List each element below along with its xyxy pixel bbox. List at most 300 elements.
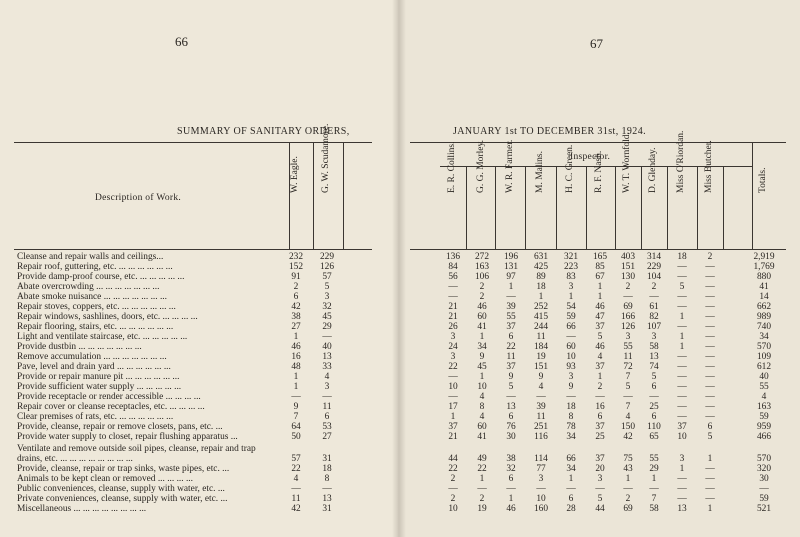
table-cell: — xyxy=(649,292,659,302)
table-cell: 39 xyxy=(536,402,546,412)
table-cell: 89 xyxy=(536,272,546,282)
table-cell: 1,769 xyxy=(753,262,775,272)
table-cell: 34 xyxy=(566,432,576,442)
table-cell: 69 xyxy=(623,504,633,514)
table-cell: 60 xyxy=(566,342,576,352)
table-cell: 1 xyxy=(625,474,631,484)
table-cell: 6 xyxy=(707,422,713,432)
table-cell: 59 xyxy=(759,494,769,504)
table-cell: 3 xyxy=(568,372,574,382)
table-cell: — xyxy=(595,392,605,402)
table-cell: — xyxy=(677,272,687,282)
row-description: Pave, level and drain yard ... ... ... ... ... ... xyxy=(17,362,171,372)
col-divider xyxy=(525,166,526,249)
table-cell: — xyxy=(623,292,633,302)
table-cell: 47 xyxy=(595,312,605,322)
table-cell: 27 xyxy=(322,432,332,442)
table-cell: 4 xyxy=(538,382,544,392)
table-cell: 521 xyxy=(756,504,772,514)
table-cell: 7 xyxy=(625,402,631,412)
table-cell: 21 xyxy=(448,312,458,322)
row-description: Provide receptacle or render accessible ... ... ... ... xyxy=(17,392,201,402)
table-cell: 58 xyxy=(649,504,659,514)
table-cell: 5 xyxy=(597,494,603,504)
row-description: Abate smoke nuisance ... ... ... ... ... ... ... xyxy=(17,292,167,302)
table-cell: 39 xyxy=(506,302,516,312)
table-cell: 10 xyxy=(536,494,546,504)
table-cell: — xyxy=(705,272,715,282)
table-cell: 116 xyxy=(534,432,548,442)
table-cell: 84 xyxy=(448,262,458,272)
table-cell: 612 xyxy=(756,362,772,372)
table-cell: 72 xyxy=(623,362,633,372)
table-cell: 9 xyxy=(293,402,299,412)
row-description: Repair roof, guttering, etc. ... ... ... ... ... ... xyxy=(17,262,173,272)
table-cell: — xyxy=(705,332,715,342)
table-cell: 11 xyxy=(623,352,633,362)
table-cell: 34 xyxy=(566,464,576,474)
table-cell: 252 xyxy=(533,302,549,312)
table-cell: 59 xyxy=(566,312,576,322)
table-cell: 22 xyxy=(448,464,458,474)
table-cell: 78 xyxy=(566,422,576,432)
table-cell: — xyxy=(536,392,546,402)
table-cell: 4 xyxy=(761,392,767,402)
row-description: Ventilate and remove outside soil pipes, cleanse, repair and trap xyxy=(17,444,256,454)
table-cell: 4 xyxy=(479,392,485,402)
table-cell: 16 xyxy=(595,402,605,412)
table-cell: 196 xyxy=(503,252,519,262)
table-cell: 16 xyxy=(291,352,301,362)
col-divider xyxy=(697,166,698,249)
table-cell: 7 xyxy=(293,412,299,422)
table-cell: 32 xyxy=(322,302,332,312)
table-cell: — xyxy=(536,484,546,494)
table-cell: — xyxy=(322,484,332,494)
table-cell: 1 xyxy=(597,292,603,302)
table-cell: 13 xyxy=(322,352,332,362)
table-cell: 30 xyxy=(759,474,769,484)
row-description: Cleanse and repair walls and ceilings... xyxy=(17,252,164,262)
table-cell: 25 xyxy=(595,432,605,442)
table-cell: 11 xyxy=(322,402,332,412)
table-cell: 6 xyxy=(508,412,514,422)
column-header: W. R. Farmer. xyxy=(505,139,515,193)
table-cell: 10 xyxy=(566,352,576,362)
table-cell: 66 xyxy=(566,322,576,332)
table-cell: — xyxy=(448,392,458,402)
table-cell: — xyxy=(705,322,715,332)
table-cell: 37 xyxy=(595,454,605,464)
table-cell: 8 xyxy=(324,474,330,484)
table-cell: 46 xyxy=(595,342,605,352)
table-cell: 1 xyxy=(679,342,685,352)
table-cell: 57 xyxy=(322,272,332,282)
table-cell: — xyxy=(705,352,715,362)
table-cell: 1 xyxy=(679,312,685,322)
table-cell: 59 xyxy=(759,412,769,422)
table-cell: — xyxy=(759,484,769,494)
table-cell: 104 xyxy=(646,272,662,282)
table-cell: 272 xyxy=(474,252,490,262)
table-cell: 55 xyxy=(506,312,516,322)
table-cell: 2 xyxy=(651,282,657,292)
table-cell: — xyxy=(506,484,516,494)
table-cell: 232 xyxy=(288,252,304,262)
table-cell: — xyxy=(677,412,687,422)
table-cell: — xyxy=(595,484,605,494)
table-cell: — xyxy=(623,484,633,494)
table-cell: 38 xyxy=(506,454,516,464)
heading-left: SUMMARY OF SANITARY ORDERS, xyxy=(177,126,350,137)
table-cell: 30 xyxy=(506,432,516,442)
table-cell: 2 xyxy=(625,282,631,292)
column-header: H. C. Green. xyxy=(565,144,575,193)
table-cell: — xyxy=(705,494,715,504)
table-cell: 37 xyxy=(595,422,605,432)
table-cell: 2,919 xyxy=(753,252,775,262)
table-cell: — xyxy=(677,484,687,494)
table-cell: 76 xyxy=(506,422,516,432)
table-cell: 107 xyxy=(646,322,662,332)
row-description: Repair flooring, stairs, etc. ... ... ... ... ... ... xyxy=(17,322,174,332)
table-cell: 163 xyxy=(474,262,490,272)
table-cell: — xyxy=(566,484,576,494)
table-cell: — xyxy=(705,292,715,302)
table-cell: 34 xyxy=(477,342,487,352)
table-cell: 91 xyxy=(291,272,301,282)
table-cell: — xyxy=(705,262,715,272)
table-cell: 37 xyxy=(677,422,687,432)
table-cell: — xyxy=(677,392,687,402)
column-header: G. G. Morley. xyxy=(476,140,486,193)
table-cell: 570 xyxy=(756,454,772,464)
table-cell: 151 xyxy=(533,362,549,372)
table-cell: 66 xyxy=(566,454,576,464)
table-cell: — xyxy=(649,392,659,402)
table-cell: 136 xyxy=(445,252,461,262)
table-cell: 85 xyxy=(595,262,605,272)
table-cell: 64 xyxy=(291,422,301,432)
table-cell: 5 xyxy=(707,432,713,442)
column-header: Miss O'Riordan. xyxy=(676,130,686,193)
table-cell: 6 xyxy=(508,474,514,484)
table-cell: 10 xyxy=(448,504,458,514)
table-cell: 45 xyxy=(322,312,332,322)
table-cell: — xyxy=(677,352,687,362)
table-cell: 8 xyxy=(568,412,574,422)
table-cell: — xyxy=(705,372,715,382)
table-cell: 46 xyxy=(595,302,605,312)
table-cell: 6 xyxy=(568,494,574,504)
table-cell: 126 xyxy=(319,262,335,272)
table-cell: 5 xyxy=(324,282,330,292)
table-cell: 46 xyxy=(291,342,301,352)
row-description: Private conveniences, cleanse, supply with water, etc. ... xyxy=(17,494,228,504)
inspector-header: Inspector. xyxy=(570,152,611,162)
column-header: D. Glenday. xyxy=(648,147,658,193)
table-cell: 2 xyxy=(293,282,299,292)
table-cell: 3 xyxy=(651,332,657,342)
table-cell: 22 xyxy=(506,342,516,352)
table-cell: 959 xyxy=(756,422,772,432)
table-cell: 37 xyxy=(506,322,516,332)
table-cell: 166 xyxy=(620,312,636,322)
table-cell: 25 xyxy=(649,402,659,412)
table-cell: 42 xyxy=(291,504,301,514)
book-gutter xyxy=(392,0,406,537)
header-bottom-rule-left xyxy=(14,249,372,250)
table-cell: 61 xyxy=(649,302,659,312)
description-header: Description of Work. xyxy=(95,193,182,203)
table-cell: — xyxy=(566,392,576,402)
table-cell: — xyxy=(506,292,516,302)
table-cell: — xyxy=(448,282,458,292)
table-cell: 1 xyxy=(508,282,514,292)
table-cell: 110 xyxy=(647,422,661,432)
table-cell: — xyxy=(677,322,687,332)
table-cell: 11 xyxy=(536,332,546,342)
table-cell: 880 xyxy=(756,272,772,282)
table-cell: 1 xyxy=(597,372,603,382)
table-cell: 58 xyxy=(649,342,659,352)
table-cell: 6 xyxy=(651,382,657,392)
table-cell: — xyxy=(448,484,458,494)
right-page-number: 67 xyxy=(590,36,603,51)
table-cell: 55 xyxy=(759,382,769,392)
table-cell: 106 xyxy=(474,272,490,282)
table-cell: — xyxy=(705,464,715,474)
table-cell: 17 xyxy=(448,402,458,412)
table-cell: 11 xyxy=(506,352,516,362)
table-cell: 38 xyxy=(291,312,301,322)
table-cell: 4 xyxy=(597,352,603,362)
table-cell: 160 xyxy=(533,504,549,514)
table-cell: — xyxy=(705,484,715,494)
table-cell: 3 xyxy=(324,292,330,302)
table-cell: 8 xyxy=(479,402,485,412)
col-divider xyxy=(495,166,496,249)
table-cell: 42 xyxy=(291,302,301,312)
col-divider xyxy=(313,142,314,249)
table-cell: 1 xyxy=(679,464,685,474)
table-cell: 18 xyxy=(536,282,546,292)
table-cell: — xyxy=(566,332,576,342)
table-cell: 4 xyxy=(293,474,299,484)
table-cell: 1 xyxy=(508,494,514,504)
table-cell: 50 xyxy=(291,432,301,442)
table-cell: 251 xyxy=(533,422,549,432)
table-cell: — xyxy=(649,484,659,494)
left-page-number: 66 xyxy=(175,34,188,49)
table-cell: 43 xyxy=(623,464,633,474)
table-cell: — xyxy=(448,292,458,302)
table-cell: 34 xyxy=(759,332,769,342)
table-cell: 415 xyxy=(533,312,549,322)
column-header: M. Malins. xyxy=(535,151,545,193)
row-description: drains, etc. ... ... ... ... ... ... ... ... xyxy=(17,454,133,464)
table-cell: 114 xyxy=(534,454,548,464)
table-cell: 3 xyxy=(324,382,330,392)
table-cell: 53 xyxy=(322,422,332,432)
table-cell: — xyxy=(448,372,458,382)
table-cell: 19 xyxy=(477,504,487,514)
table-cell: 40 xyxy=(759,372,769,382)
table-cell: 18 xyxy=(677,252,687,262)
table-cell: 1 xyxy=(293,332,299,342)
row-description: Provide sufficient water supply ... ... ... ... ... xyxy=(17,382,182,392)
row-description: Repair cover or cleanse receptacles, etc. ... ... ... ... xyxy=(17,402,205,412)
table-cell: 10 xyxy=(677,432,687,442)
col-divider xyxy=(752,142,753,249)
table-cell: 6 xyxy=(293,292,299,302)
table-cell: 33 xyxy=(322,362,332,372)
table-cell: 9 xyxy=(568,382,574,392)
table-cell: — xyxy=(677,292,687,302)
table-cell: 1 xyxy=(538,292,544,302)
table-cell: — xyxy=(677,262,687,272)
table-cell: 97 xyxy=(506,272,516,282)
table-cell: — xyxy=(705,282,715,292)
col-divider xyxy=(615,166,616,249)
table-cell: 321 xyxy=(563,252,579,262)
table-cell: — xyxy=(705,342,715,352)
table-cell: 3 xyxy=(597,474,603,484)
table-cell: 1 xyxy=(707,504,713,514)
col-divider xyxy=(556,166,557,249)
table-cell: 989 xyxy=(756,312,772,322)
table-cell: 3 xyxy=(450,332,456,342)
table-cell: 165 xyxy=(592,252,608,262)
col-divider xyxy=(667,166,668,249)
table-cell: 1 xyxy=(679,332,685,342)
table-cell: 29 xyxy=(649,464,659,474)
table-cell: 20 xyxy=(595,464,605,474)
table-cell: 5 xyxy=(679,282,685,292)
table-cell: 6 xyxy=(597,412,603,422)
table-cell: 7 xyxy=(625,372,631,382)
table-cell: — xyxy=(705,402,715,412)
table-cell: 152 xyxy=(288,262,304,272)
table-cell: 2 xyxy=(450,494,456,504)
row-description: Provide, cleanse, repair or remove closets, pans, etc. ... xyxy=(17,422,223,432)
table-cell: 6 xyxy=(651,412,657,422)
table-cell: 1 xyxy=(293,382,299,392)
table-cell: 13 xyxy=(322,494,332,504)
table-cell: — xyxy=(677,372,687,382)
table-cell: 2 xyxy=(479,292,485,302)
row-description: Repair stoves, coppers, etc. ... ... ... ... ... ... xyxy=(17,302,176,312)
table-cell: 5 xyxy=(597,332,603,342)
table-cell: 1 xyxy=(479,474,485,484)
table-cell: 3 xyxy=(450,352,456,362)
table-cell: 83 xyxy=(566,272,576,282)
row-description: Public conveniences, cleanse, supply with water, etc. ... xyxy=(17,484,225,494)
table-cell: 9 xyxy=(538,372,544,382)
table-cell: 1 xyxy=(707,454,713,464)
table-cell: 13 xyxy=(506,402,516,412)
table-top-rule-left xyxy=(14,142,372,143)
table-cell: 11 xyxy=(536,412,546,422)
table-cell: 57 xyxy=(291,454,301,464)
table-cell: 1 xyxy=(568,474,574,484)
table-cell: 65 xyxy=(649,432,659,442)
header-bottom-rule-right xyxy=(410,249,786,250)
table-cell: 4 xyxy=(625,412,631,422)
table-cell: 22 xyxy=(291,464,301,474)
table-cell: 44 xyxy=(448,454,458,464)
table-cell: — xyxy=(291,484,301,494)
table-cell: 131 xyxy=(503,262,519,272)
row-description: Repair windows, sashlines, doors, etc. ... ... ... ... xyxy=(17,312,198,322)
table-cell: 56 xyxy=(448,272,458,282)
table-cell: 37 xyxy=(448,422,458,432)
table-cell: 6 xyxy=(508,332,514,342)
table-cell: 229 xyxy=(646,262,662,272)
table-cell: 42 xyxy=(623,432,633,442)
column-header: W. T. Wornfold. xyxy=(622,132,632,193)
column-header: G. W. Scudamore. xyxy=(321,123,331,193)
table-cell: 37 xyxy=(595,362,605,372)
table-cell: 109 xyxy=(756,352,772,362)
table-cell: 2 xyxy=(707,252,713,262)
table-cell: — xyxy=(705,412,715,422)
table-cell: 21 xyxy=(448,432,458,442)
table-cell: 48 xyxy=(291,362,301,372)
table-cell: — xyxy=(322,332,332,342)
table-cell: — xyxy=(677,402,687,412)
table-cell: 3 xyxy=(568,282,574,292)
table-cell: 41 xyxy=(477,432,487,442)
table-cell: 1 xyxy=(597,282,603,292)
table-cell: 9 xyxy=(479,352,485,362)
table-cell: 2 xyxy=(597,382,603,392)
table-cell: 77 xyxy=(536,464,546,474)
table-cell: 13 xyxy=(649,352,659,362)
table-cell: — xyxy=(477,484,487,494)
table-cell: — xyxy=(677,474,687,484)
table-cell: 5 xyxy=(625,382,631,392)
col-divider xyxy=(466,166,467,249)
table-cell: 93 xyxy=(566,362,576,372)
col-divider xyxy=(343,142,344,249)
table-cell: — xyxy=(623,392,633,402)
table-cell: 10 xyxy=(448,382,458,392)
column-header: Miss Butcher. xyxy=(704,140,714,193)
table-cell: — xyxy=(677,494,687,504)
table-cell: 130 xyxy=(620,272,636,282)
table-cell: 18 xyxy=(322,464,332,474)
row-description: Miscellaneous ... ... ... ... ... ... ... ... xyxy=(17,504,147,514)
table-cell: 163 xyxy=(756,402,772,412)
table-cell: 223 xyxy=(563,262,579,272)
table-cell: 466 xyxy=(756,432,772,442)
table-cell: 2 xyxy=(479,494,485,504)
table-cell: 1 xyxy=(293,372,299,382)
table-cell: — xyxy=(506,392,516,402)
column-header: E. R. Collins. xyxy=(447,141,457,193)
table-cell: 31 xyxy=(322,454,332,464)
table-cell: 82 xyxy=(649,312,659,322)
table-cell: 74 xyxy=(649,362,659,372)
table-cell: 5 xyxy=(651,372,657,382)
table-cell: 37 xyxy=(506,362,516,372)
table-cell: 37 xyxy=(595,322,605,332)
row-description: Clear premises of rats, etc. ... ... ... ... ... ... xyxy=(17,412,174,422)
table-cell: 570 xyxy=(756,342,772,352)
table-cell: — xyxy=(677,362,687,372)
table-cell: 150 xyxy=(620,422,636,432)
